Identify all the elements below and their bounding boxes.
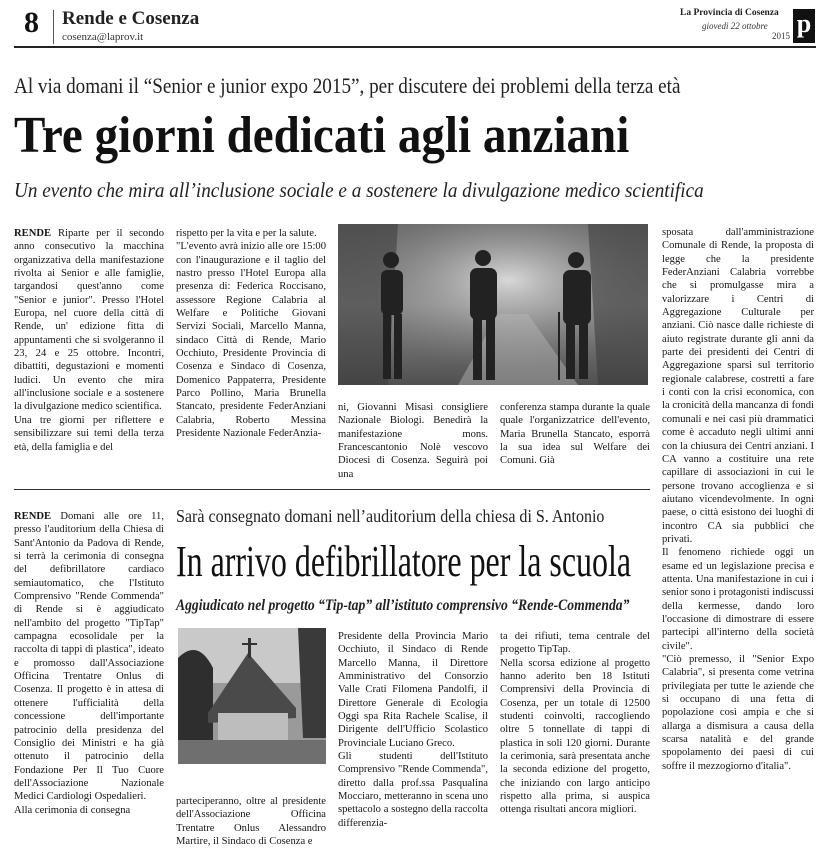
- page-header: [0, 0, 820, 52]
- logo-letter: p: [796, 9, 812, 38]
- article1-kicker: Al via domani il “Senior e junior expo 2015”, per discutere dei problemi della terza età: [14, 73, 681, 98]
- article2-headline: In arrivo defibrillatore per la scuola: [176, 537, 632, 586]
- article1-headline: Tre giorni dedicati agli anziani: [14, 107, 630, 164]
- page-number: 8: [24, 6, 39, 39]
- article2-text-1: Domani alle ore 11, presso l'auditorium della Chiesa di Sant'Antonio da Padova di Rende, si terrà la cerimonia di consegna del defibrillatore cardiaco semiautomatico, che l'Istituto Comprensivo "Rende Commenda" di Rende si è aggiudicato nell'ambito del progetto "TipTap" campagna ecosolidale per la raccolta di tappi di plastica", ideato e promosso dall'Associazione Officina Trentatre Onlus di Cosenza. Il progetto è in attesa di ottenere l'ufficialità della concessione dell'importante patrocinio della presidenza del Consiglio dei Ministri e ha già ottenuto il patrocinio della Fondazione Per Il Tuo Cuore dell'Associazione Nazionale Medici Cardiologi Ospedalieri. Alla cerimonia di consegna: [14, 511, 164, 816]
- header-rule: [14, 46, 816, 48]
- header-divider: [53, 10, 54, 44]
- article2-column-3: Presidente della Provincia Mario Occhiuto, il Sindaco di Rende Marcello Manna, il Direttore Amministrativo del Consorzio Valle Crati Filomena Pandolfi, il Direttore Generale di Ecologia Oggi spa Rita Rachele Scalise, il Dirigente dell'Ufficio Scolastico Provinciale Luciano Greco. Gli studenti dell'Istituto Comprensivo "Rende Commenda", diretto dalla prof.ssa Pasqualina Mocciaro, metteranno in scena uno spettacolo a sostegno della raccolta differenzia-: [338, 631, 488, 829]
- elderly-men-photo: [338, 224, 648, 385]
- article2-kicker: Sarà consegnato domani nell’auditorium della chiesa di S. Antonio: [176, 506, 605, 526]
- issue-date: giovedì 22 ottobre: [702, 21, 768, 31]
- newspaper-logo: [793, 9, 815, 43]
- church-photo: [178, 628, 326, 764]
- masthead-name: La Provincia di Cosenza: [680, 8, 779, 18]
- article1-column-2: rispetto per la vita e per la salute. "L'evento avrà inizio alle ore 15:00 con l'inaugurazione e il taglio del nastro presso l'Hotel Europa alla presenza di: Federica Roccisano, assessore Regione Calabria al Welfare e Politiche Giovani Servizi Sociali, Marcello Manna, sindaco Città di Rende, Mario Occhiuto, Presidente Provincia di Cosenza e Sindaco di Cosenza, Domenico Pappaterra, Presidente Parco Pollino, Maria Brunella Stancato, presidente FederAnziani Calabria, Roberto Messina Presidente Nazionale FederAnzia-: [176, 228, 326, 440]
- issue-year: 2015: [772, 31, 790, 41]
- article1-column-1: [14, 227, 164, 473]
- section-title: Rende e Cosenza: [62, 8, 200, 29]
- article1-text-1: Riparte per il secondo anno consecutivo la macchina organizzativa della manifestazione rivolta ai Senior e alle famiglie, targandosi quest'anno come "Senior e junior". Presso l'Hotel Europa, nel cuore della città di Rende, un' edizione fitta di appuntamenti che si svolgeranno il 23, 24 e 25 ottobre. Incontri, dibattiti, degustazioni e momenti ludici. Un evento che mira all'inclusione sociale e a sostenere la divulgazione medico scientifica. Una tre giorni per riflettere e sensibilizzare sui temi della terza età, della famiglia e del: [14, 228, 164, 453]
- article1-dateline: RENDE: [14, 228, 52, 239]
- article1-column-5: sposata dall'amministrazione Comunale di Rende, la proposta di legge che la presidente FederAnziani Calabria vorrebbe che si promulgasse mira a valorizzare i Centri di Aggregazione Culturale per anziani. Ciò nasce dalle richieste di aiuto registrate durante gli anni da parte dei presidenti dei Centri di Aggregazione sparsi sul territorio regionale calabrese, costretti a fare i conti con la crisi economica, con la cronicità della mancanza di fondi comunali e nei casi più drammatici come è accaduto negli ultimi anni con la chiusura dei Centri anziani. I CA vanno a costituire una rete capillare di associazioni in cui le persone trovano accoglienza e si aiutano vicendevolmente. In ogni paese, o città esistono dei luoghi di incontro CA sia pubblici che privati. Il fenomeno richiede oggi un esame ed un legislazione precisa e attenta. Una manifestazione in cui i senior sono i protagonisti indiscussi della kermesse, dando loro l'occasione di dimostrare di essere partecipi all'interno della società civile". "Ciò premesso, il "Senior Expo Calabria", si presenta come vetrina privilegiata per tutte le aziende che si occupano di una fetta di popolazione così ampia e che si allarga a dismisura a causa della scarsa natalità e del grande spopolamento dei paesi di cui soffre il mezzogiorno d'italia".: [662, 227, 814, 772]
- article2-column-2: parteciperanno, oltre al presidente dell'Associazione Officina Trentatre Onlus Alessandro Martire, il Sindaco di Cosenza e: [176, 796, 326, 848]
- article2-column-4: ta dei rifiuti, tema centrale del progetto TipTap. Nella scorsa edizione al progetto hanno aderito ben 18 Istituti Comprensivi della Provincia di Cosenza, per un totale di 12500 studenti coinvolti, raccogliendo oltre 5 tonnellate di tappi di plastica in soli 120 giorni. Durante la cerimonia, sarà presentata anche la seconda edizione del progetto, che iniziando con largo anticipo rispetto alla prima, si auspica ottenga risultati ancora migliori.: [500, 631, 650, 816]
- article1-column-4: conferenza stampa durante la quale quale l'organizzatrice dell'evento, Maria Brunella Stancato, esporrà la sua idea sul Welfare dei Comuni. Già: [500, 402, 650, 467]
- article2-dateline: RENDE: [14, 511, 52, 522]
- article2-subhead: Aggiudicato nel progetto “Tip-tap” all’istituto comprensivo “Rende-Commenda”: [176, 597, 630, 614]
- section-email: cosenza@laprov.it: [62, 31, 144, 43]
- article-separator: [14, 489, 650, 490]
- article1-subhead: Un evento che mira all’inclusione sociale e a sostenere la divulgazione medico scientifica: [14, 178, 704, 202]
- article2-column-1: [14, 510, 164, 836]
- article1-column-3: ni, Giovanni Misasi consigliere Nazionale Biologi. Benedirà la manifestazione mons. Francescantonio Nolè vescovo Diocesi di Cosenza. Seguirà poi una: [338, 402, 488, 480]
